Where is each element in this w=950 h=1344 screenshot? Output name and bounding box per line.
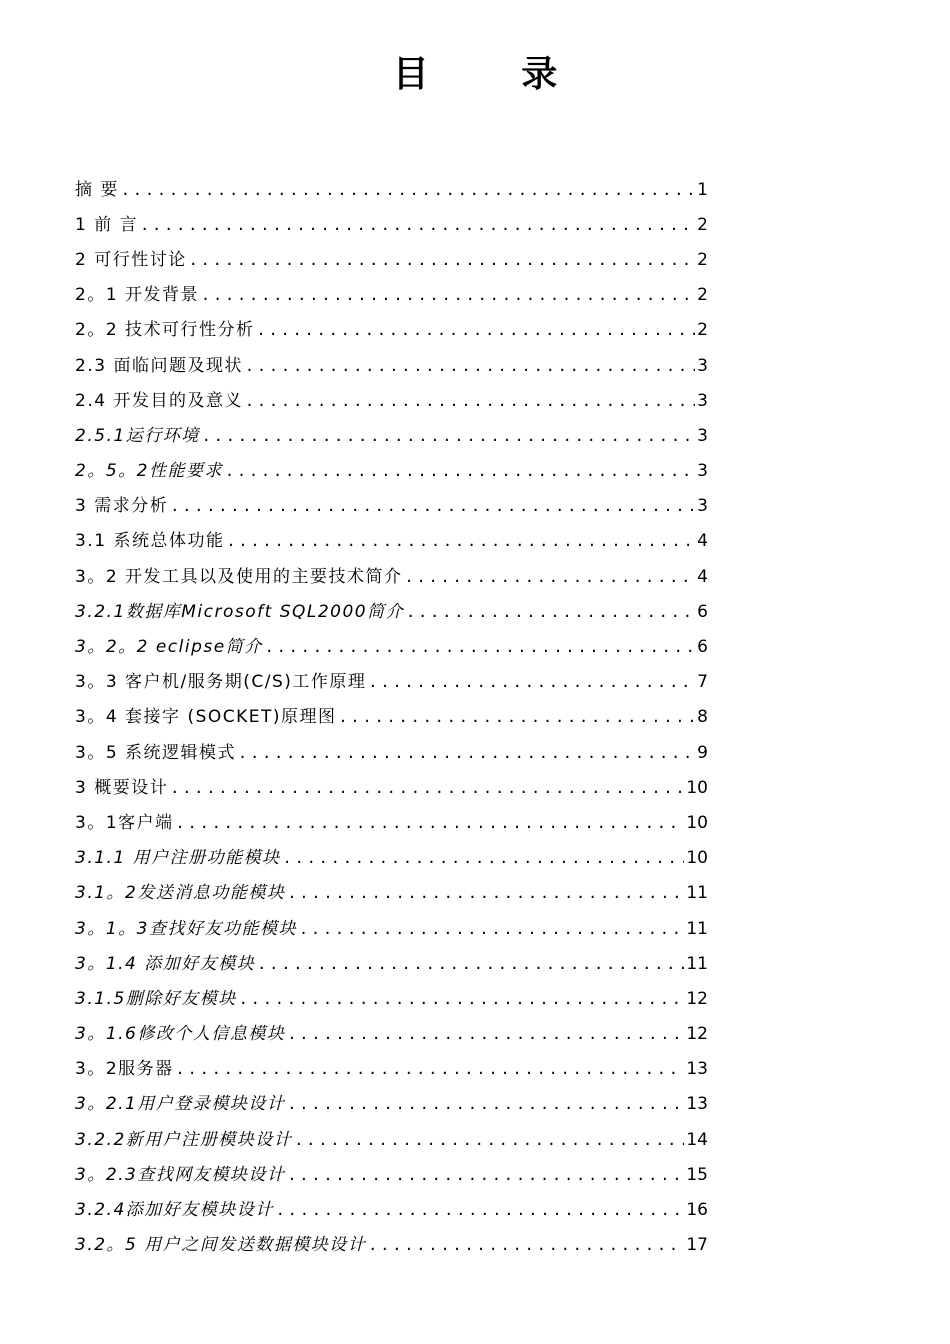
toc-entry[interactable] <box>75 559 708 594</box>
toc-page-number: 14 <box>686 1129 708 1150</box>
toc-page-number: 3 <box>697 425 708 446</box>
toc-dot-leader <box>368 672 695 692</box>
toc-entry[interactable] <box>75 1192 708 1227</box>
toc-entry[interactable] <box>75 418 708 453</box>
toc-dot-leader <box>170 496 695 516</box>
toc-entry[interactable] <box>75 805 708 840</box>
toc-entry-title: 3。4 套接字 (SOCKET)原理图 <box>75 707 337 728</box>
toc-entry[interactable] <box>75 207 708 242</box>
toc-page-number: 8 <box>697 707 708 728</box>
toc-entry[interactable] <box>75 981 708 1016</box>
toc-page-number: 11 <box>686 953 708 974</box>
toc-dot-leader <box>170 778 684 798</box>
toc-dot-leader <box>202 426 695 446</box>
toc-entry[interactable] <box>75 489 708 524</box>
toc-page-number: 13 <box>686 1059 708 1080</box>
toc-entry-title: 2 可行性讨论 <box>75 249 187 270</box>
toc-dot-leader <box>201 285 695 305</box>
toc-entry[interactable] <box>75 1052 708 1087</box>
toc-dot-leader <box>406 602 695 622</box>
toc-entry-title: 3.1。2发送消息功能模块 <box>75 883 286 904</box>
toc-entry-title: 3。2.3查找网友模块设计 <box>75 1164 286 1185</box>
toc-entry[interactable] <box>75 911 708 946</box>
page-title: 目 录 <box>392 54 598 95</box>
toc-page-number: 2 <box>697 214 708 235</box>
toc-entry[interactable] <box>75 1228 708 1263</box>
toc-entry-title: 3。5 系统逻辑模式 <box>75 742 237 763</box>
toc-dot-leader <box>245 391 695 411</box>
toc-dot-leader <box>283 848 685 868</box>
toc-entry[interactable] <box>75 242 708 277</box>
toc-entry-title: 3.1.5删除好友模块 <box>75 988 237 1009</box>
toc-dot-leader <box>176 1059 685 1079</box>
toc-dot-leader <box>287 1024 684 1044</box>
toc-page-number: 9 <box>697 742 708 763</box>
toc-dot-leader <box>140 215 695 235</box>
toc-entry[interactable] <box>75 348 708 383</box>
toc-entry[interactable] <box>75 1122 708 1157</box>
toc-entry-title: 3。2服务器 <box>75 1059 174 1080</box>
toc-entry-title: 3。1。3查找好友功能模块 <box>75 918 297 939</box>
toc-page-number: 2 <box>697 320 708 341</box>
toc-entry[interactable] <box>75 383 708 418</box>
toc-entry[interactable] <box>75 1157 708 1192</box>
toc-dot-leader <box>238 743 695 763</box>
toc-page-number: 3 <box>697 461 708 482</box>
toc-entry[interactable] <box>75 876 708 911</box>
toc-entry-title: 3。2.1用户登录模块设计 <box>75 1094 286 1115</box>
toc-page-number: 7 <box>697 672 708 693</box>
toc-page-number: 2 <box>697 285 708 306</box>
toc-page-number: 3 <box>697 390 708 411</box>
toc-page-number: 10 <box>686 812 708 833</box>
toc-dot-leader <box>121 180 695 200</box>
toc-entry[interactable] <box>75 172 708 207</box>
toc-entry[interactable] <box>75 629 708 664</box>
toc-dot-leader <box>239 989 685 1009</box>
toc-entry[interactable] <box>75 841 708 876</box>
toc-entry[interactable] <box>75 454 708 489</box>
toc-page-number: 13 <box>686 1094 708 1115</box>
toc-dot-leader <box>189 250 695 270</box>
toc-entry-title: 3.2.1数据库Microsoft SQL2000简介 <box>75 601 405 622</box>
toc-dot-leader <box>257 954 684 974</box>
toc-entry[interactable] <box>75 946 708 981</box>
toc-entry[interactable] <box>75 735 708 770</box>
toc-page-number: 10 <box>686 777 708 798</box>
toc-page-number: 11 <box>686 918 708 939</box>
toc-dot-leader <box>176 813 685 833</box>
toc-entry-title: 3.1.1 用户注册功能模块 <box>75 848 281 869</box>
toc-entry-title: 摘 要 <box>75 179 119 200</box>
toc-entry[interactable] <box>75 770 708 805</box>
toc-entry-title: 3.2.2新用户注册模块设计 <box>75 1129 293 1150</box>
toc-dot-leader <box>226 531 695 551</box>
toc-dot-leader <box>299 919 684 939</box>
toc-page-number: 2 <box>697 249 708 270</box>
toc-page-number: 10 <box>686 848 708 869</box>
toc-dot-leader <box>225 461 695 481</box>
toc-entry[interactable] <box>75 594 708 629</box>
toc-entry-title: 3 概要设计 <box>75 777 169 798</box>
toc-page-number: 3 <box>697 496 708 517</box>
toc-entry-title: 3。2 开发工具以及使用的主要技术简介 <box>75 566 403 587</box>
toc-entry[interactable] <box>75 1017 708 1052</box>
toc-entry-title: 3.2。5 用户之间发送数据模块设计 <box>75 1235 367 1256</box>
toc-dot-leader <box>287 1165 684 1185</box>
toc-page-number: 17 <box>686 1235 708 1256</box>
toc-dot-leader <box>368 1235 684 1255</box>
toc-dot-leader <box>339 707 696 727</box>
toc-entry-title: 3。1.4 添加好友模块 <box>75 953 256 974</box>
toc-entry-title: 1 前 言 <box>75 214 139 235</box>
toc-page-number: 4 <box>697 566 708 587</box>
toc-dot-leader <box>287 883 684 903</box>
toc-entry-title: 3 需求分析 <box>75 496 169 517</box>
toc-dot-leader <box>287 1094 684 1114</box>
toc-dot-leader <box>245 356 695 376</box>
toc-page-number: 6 <box>697 637 708 658</box>
toc-entry-title: 3.1 系统总体功能 <box>75 531 225 552</box>
toc-entry[interactable] <box>75 524 708 559</box>
toc-entry-title: 2。2 技术可行性分析 <box>75 320 255 341</box>
toc-page-number: 11 <box>686 883 708 904</box>
toc-dot-leader <box>257 320 696 340</box>
table-of-contents <box>75 172 708 1263</box>
toc-page-number: 12 <box>686 988 708 1009</box>
toc-page-number: 15 <box>686 1164 708 1185</box>
toc-page-number: 3 <box>697 355 708 376</box>
toc-entry-title: 3。1.6修改个人信息模块 <box>75 1024 286 1045</box>
toc-page-number: 4 <box>697 531 708 552</box>
toc-entry[interactable] <box>75 700 708 735</box>
toc-page-number: 6 <box>697 601 708 622</box>
toc-entry-title: 2。5。2性能要求 <box>75 461 223 482</box>
toc-dot-leader <box>276 1200 685 1220</box>
toc-entry-title: 2.3 面临问题及现状 <box>75 355 243 376</box>
toc-entry-title: 3。1客户端 <box>75 812 174 833</box>
toc-page-number: 16 <box>686 1200 708 1221</box>
toc-entry-title: 3。3 客户机/服务期(C/S)工作原理 <box>75 672 367 693</box>
toc-entry-title: 3.2.4添加好友模块设计 <box>75 1200 274 1221</box>
toc-dot-leader <box>294 1130 684 1150</box>
toc-entry[interactable] <box>75 313 708 348</box>
toc-entry-title: 3。2。2 eclipse简介 <box>75 637 263 658</box>
toc-dot-leader <box>405 567 696 587</box>
toc-entry[interactable] <box>75 1087 708 1122</box>
toc-entry-title: 2。1 开发背景 <box>75 285 200 306</box>
toc-entry-title: 2.4 开发目的及意义 <box>75 390 243 411</box>
toc-entry[interactable] <box>75 665 708 700</box>
toc-page-number: 12 <box>686 1024 708 1045</box>
toc-page-number: 1 <box>697 179 708 200</box>
toc-entry[interactable] <box>75 278 708 313</box>
toc-dot-leader <box>265 637 695 657</box>
toc-entry-title: 2.5.1运行环境 <box>75 425 200 446</box>
